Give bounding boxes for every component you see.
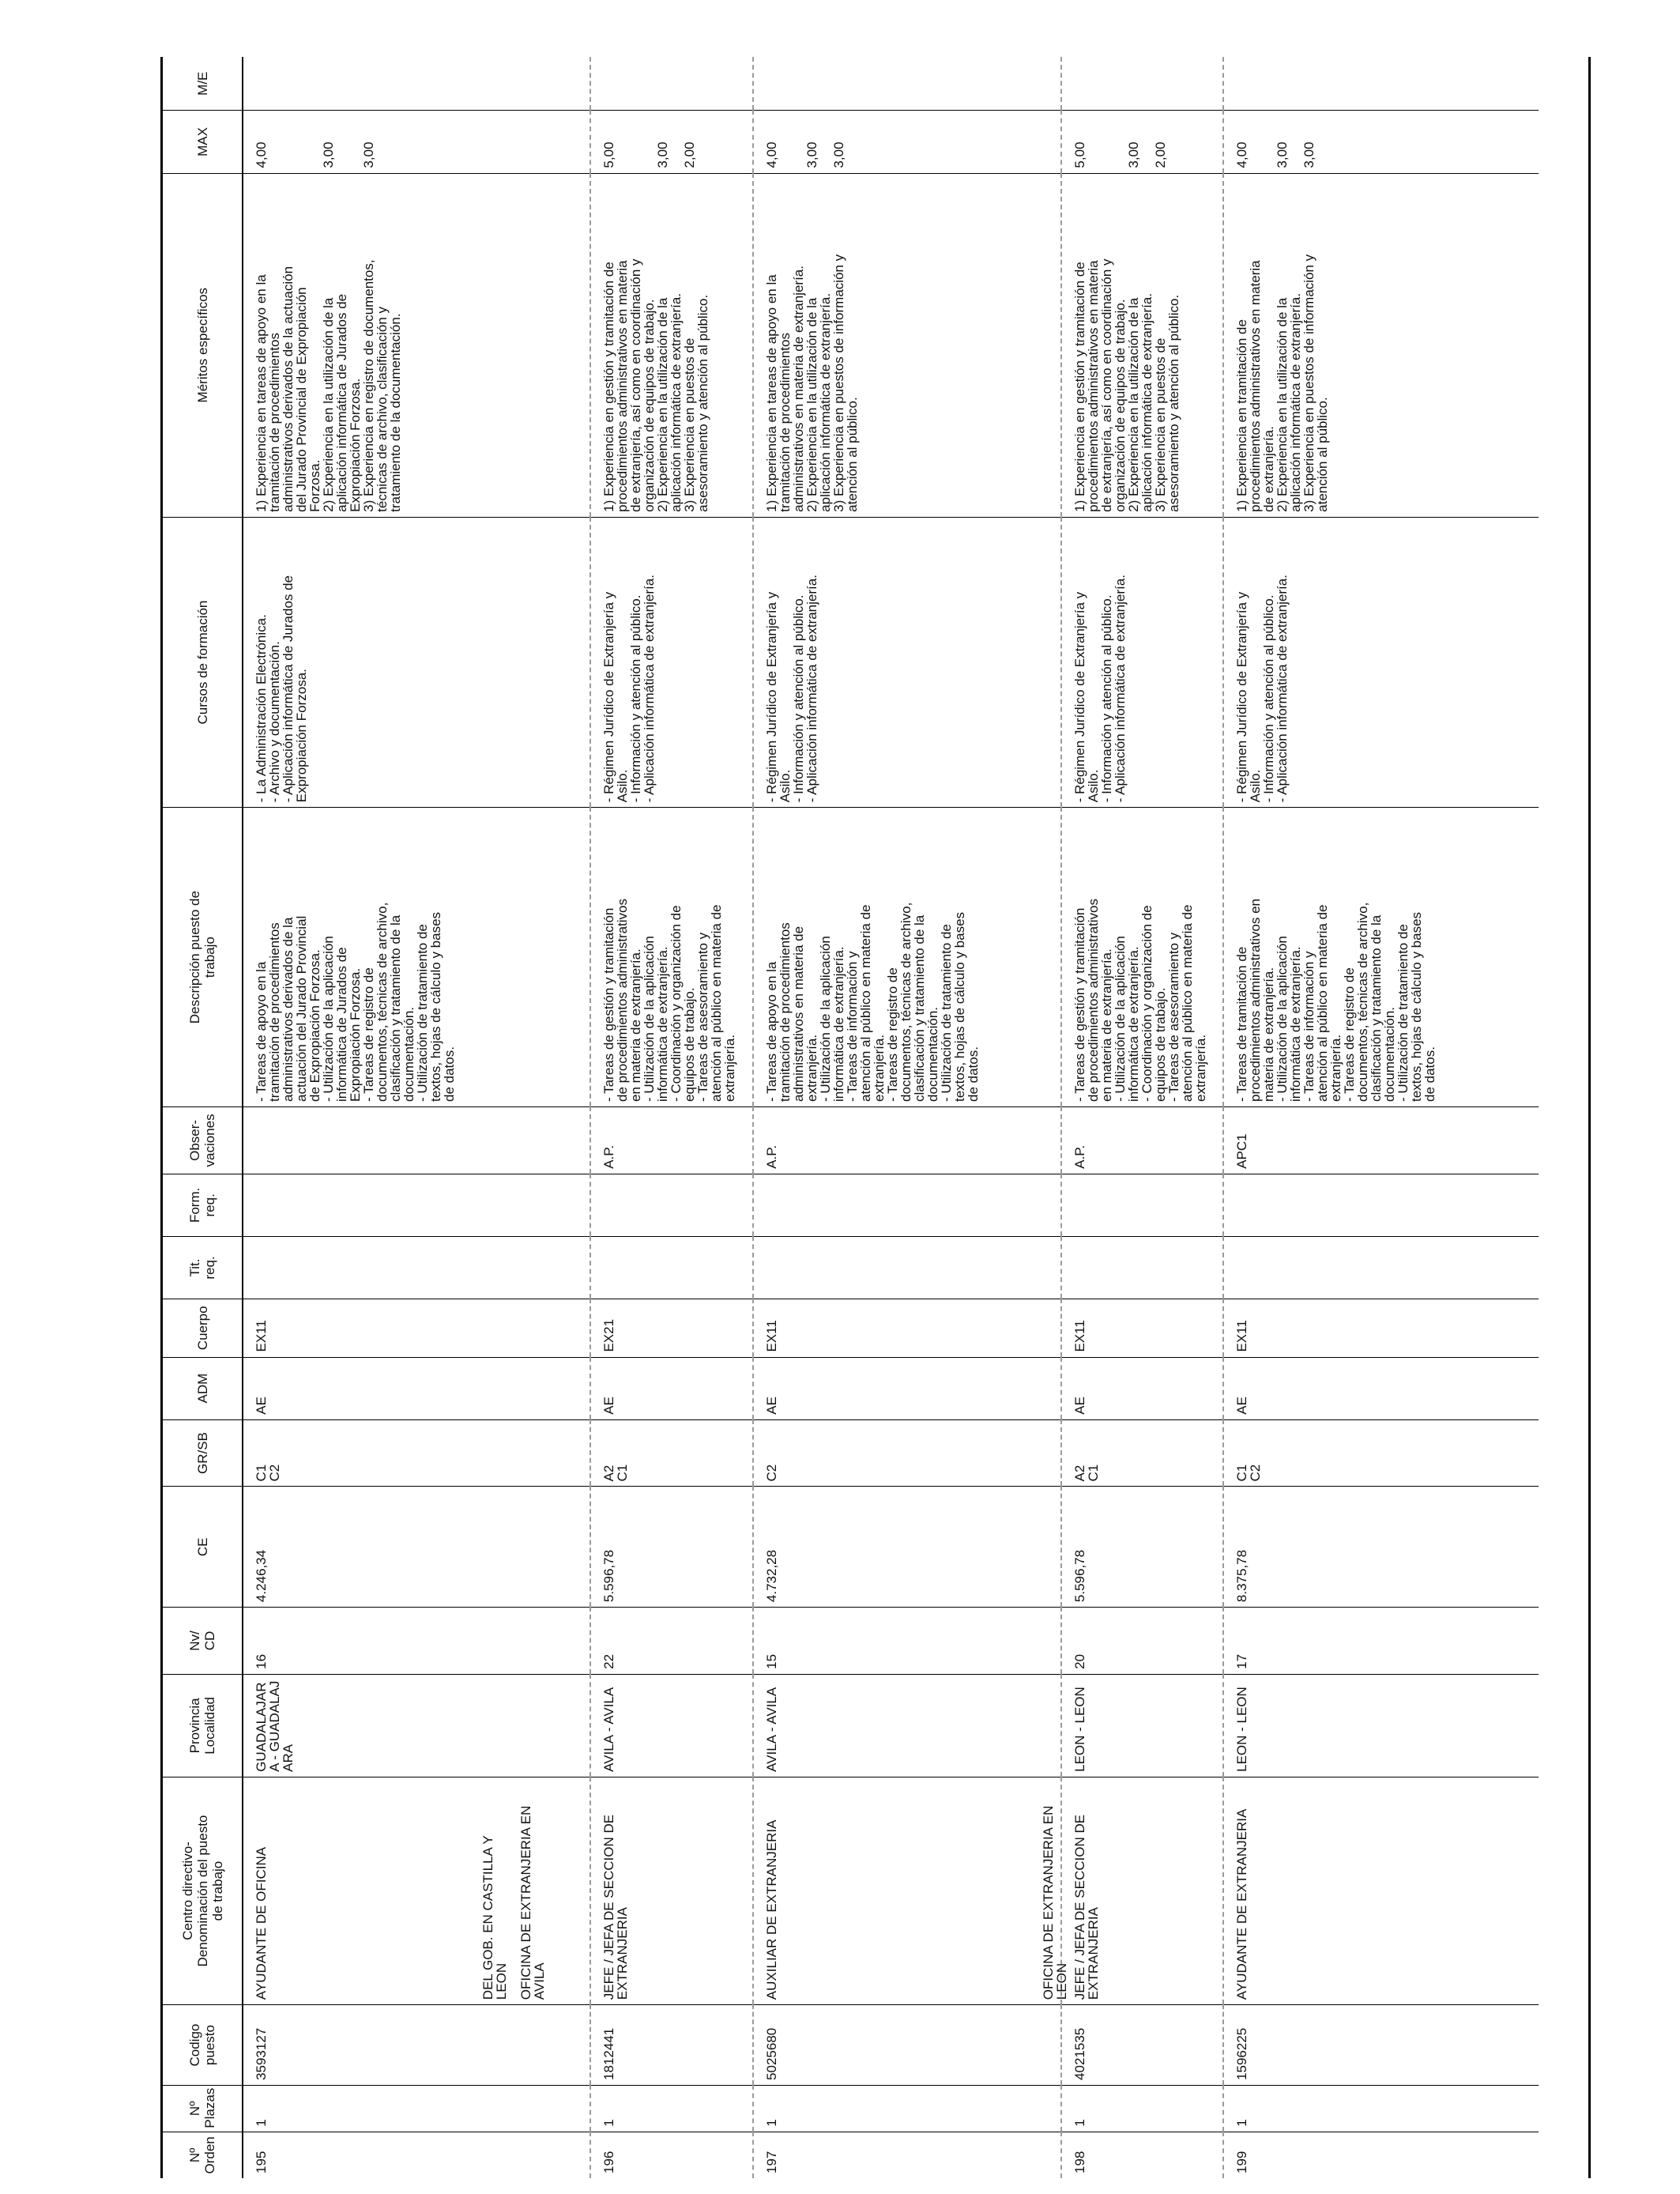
spacer: [1087, 115, 1127, 168]
table-row: [590, 57, 753, 2178]
max-3: 3,00: [361, 141, 376, 168]
max-1: 5,00: [601, 141, 616, 168]
spacer: [268, 1782, 481, 2000]
merit-3: 3) Experiencia en puestos de asesoramiento y atención al público.: [1153, 294, 1181, 512]
cell-tit: [1223, 1236, 1539, 1299]
cell-tit: [1061, 1236, 1223, 1299]
cell-plazas: 1: [753, 2085, 1061, 2132]
cell-plazas: 1: [1061, 2085, 1223, 2132]
cell-cuerpo: EX11: [1061, 1299, 1223, 1357]
merit-2: 2) Experiencia en la utilización de la aplicación informática de extranjería.: [1126, 292, 1155, 512]
max-3: 3,00: [1301, 141, 1317, 168]
cell-form: [243, 1174, 590, 1236]
cell-provincia: AVILA - AVILA: [753, 1674, 1061, 1777]
merit-1: 1) Experiencia en gestión y tramitación de procedimientos administrativos en materia de extranjería, así como en coordinación y organización de equipos de trabajo.: [601, 258, 657, 512]
cell-orden: 199: [1223, 2132, 1539, 2178]
cell-centro: JEFE / JEFA DE SECCION DE EXTRANJERIA: [590, 1777, 753, 2004]
cell-adm: AE: [243, 1357, 590, 1419]
header-row: [163, 57, 243, 2178]
header-nivel: Nv/ CD: [163, 1608, 243, 1675]
table-row: [1061, 57, 1223, 2178]
cell-grsb: C1 C2: [243, 1419, 590, 1487]
cell-orden: 195: [254, 2151, 269, 2173]
cell-cursos: - Régimen Jurídico de Extranjería y Asilo. - Información y atención al público. - Aplicación informática de extranjería.: [1223, 517, 1539, 807]
cell-tit: [753, 1236, 1061, 1299]
header-plazas: Nº Plazas: [163, 2085, 243, 2132]
header-descripcion: Descripción puesto de trabajo: [163, 808, 243, 1107]
cell-cursos: - Régimen Jurídico de Extranjería y Asilo. - Información y atención al público. - Aplicación informática de extranjería.: [590, 517, 753, 807]
cell-plazas: 1: [243, 2085, 590, 2132]
merit-1: 1) Experiencia en tareas de apoyo en la tramitación de procedimientos administrativos derivados de la actuación del Jurado Provincial de Expropiación Forzosa.: [254, 266, 322, 512]
cell-grsb: A2 C1: [590, 1419, 753, 1487]
cell-obs: APC1: [1223, 1107, 1539, 1174]
cell-max: [590, 111, 753, 173]
cell-centro: AYUDANTE DE EXTRANJERIA: [1223, 1777, 1539, 2004]
cell-descripcion: - Tareas de gestión y tramitación de procedimientos administrativos en materia de extranjería. - Utilización de la aplicación informática de extranjería. - Coordinación y organización de equipos de trabajo. - Tareas de asesoramiento y atención al público en materia de extranjería.: [590, 808, 753, 1107]
max-2: 3,00: [321, 141, 336, 168]
max-2: 3,00: [1126, 141, 1141, 168]
cell-orden: 196: [590, 2132, 753, 2178]
cell-descripcion: - Tareas de apoyo en la tramitación de procedimientos administrativos derivados de la actuación del Jurado Provincial de Expropiación Forzosa. - Utilización de la aplicación informática de Jurados de Expropiación Forzosa. - Tareas de registro de documentos, técnicas de archivo, clasificación y tratamiento de la documentación. - Utilización de tratamiento de textos, hojas de cálculo y bases de datos.: [243, 808, 590, 1107]
max-3: 2,00: [1153, 141, 1168, 168]
cell-codigo: 5025680: [753, 2005, 1061, 2086]
merit-2: 2) Experiencia en la utilización de la aplicación informática de extranjería.: [655, 292, 684, 512]
spacer: [1140, 115, 1154, 168]
cell-codigo: 4021535: [1061, 2005, 1223, 2086]
cell-max: [1061, 111, 1223, 173]
cell-codigo: 1596225: [1223, 2005, 1539, 2086]
max-1: 4,00: [1234, 141, 1249, 168]
cell-form: [753, 1174, 1061, 1236]
header-tit: Tit. req.: [163, 1236, 243, 1299]
max-1: 5,00: [1072, 141, 1087, 168]
header-orden: Nº Orden: [163, 2132, 243, 2178]
cell-form: [590, 1174, 753, 1236]
cell-ce: 5.596,78: [590, 1487, 753, 1608]
max-1: 4,00: [764, 141, 779, 168]
office-name: OFICINA DE EXTRANJERIA EN LEON: [1041, 1805, 1069, 2000]
cell-cursos: - Régimen Jurídico de Extranjería y Asilo. - Información y atención al público. - Aplicación informática de extranjería.: [1061, 517, 1223, 807]
cell-ce: 4.246,34: [243, 1487, 590, 1608]
cell-nivel: 22: [590, 1608, 753, 1675]
cell-tit: [590, 1236, 753, 1299]
cell-orden: 198: [1061, 2132, 1223, 2178]
cell-max: [1223, 111, 1539, 173]
spacer: [669, 115, 683, 168]
cell-centro: AUXILIAR DE EXTRANJERIA: [753, 1777, 1061, 2004]
header-obs: Obser- vaciones: [163, 1107, 243, 1174]
cell-plazas: 1: [1223, 2085, 1539, 2132]
merit-2: 2) Experiencia en la utilización de la aplicación informática de Jurados de Expropiación Forzosa.: [321, 293, 363, 512]
header-adm: ADM: [163, 1357, 243, 1419]
cell-cursos: - La Administración Electrónica. - Archivo y documentación. - Aplicación informática de Jurados de Expropiación Forzosa.: [243, 517, 590, 807]
cell-max: [753, 111, 1061, 173]
cell-meritos: [753, 173, 1061, 517]
cell-me: [243, 57, 590, 111]
header-cuerpo: Cuerpo: [163, 1299, 243, 1357]
spacer: [335, 115, 362, 168]
table-row: [753, 57, 1061, 2178]
cell-cursos: - Régimen Jurídico de Extranjería y Asilo. - Información y atención al público. - Aplicación informática de extranjería.: [753, 517, 1061, 807]
header-max: MAX: [163, 111, 243, 173]
job-positions-table-sheet: [160, 57, 1591, 2178]
cell-meritos: [1223, 173, 1539, 517]
cell-descripcion: - Tareas de tramitación de procedimientos administrativos en materia de extranjería. - Utilización de la aplicación informática de extranjería. - Tareas de información y atención al público en materia de extranjería. - Tareas de registro de documentos, técnicas de archivo, clasificación y tratamiento de la documentación. - Utilización de tratamiento de textos, hojas de cálculo y bases de datos.: [1223, 808, 1539, 1107]
table-row: [1223, 57, 1539, 2178]
merit-2: 2) Experiencia en la utilización de la aplicación informática de extranjería.: [1275, 292, 1303, 512]
header-ce: CE: [163, 1487, 243, 1608]
cell-cuerpo: EX11: [1223, 1299, 1539, 1357]
cell-grsb: C1 C2: [1223, 1419, 1539, 1487]
merit-3: 3) Experiencia en puestos de información y atención al público.: [831, 254, 860, 512]
header-provincia: Provincia Localidad: [163, 1674, 243, 1777]
spacer: [1249, 115, 1275, 168]
cell-adm: AE: [753, 1357, 1061, 1419]
cell-form: [1223, 1174, 1539, 1236]
max-2: 3,00: [804, 141, 819, 168]
merit-3: 3) Experiencia en registro de documentos, técnicas de archivo, clasificación y tratamiento de la documentación.: [361, 259, 403, 512]
cell-obs: A.P.: [753, 1107, 1061, 1174]
max-3: 2,00: [682, 141, 697, 168]
spacer: [508, 1782, 519, 2000]
header-codigo: Codigo puesto: [163, 2005, 243, 2086]
job-positions-table: [163, 57, 1539, 2178]
max-1: 4,00: [254, 141, 269, 168]
header-me: M/E: [163, 57, 243, 111]
cell-adm: AE: [1061, 1357, 1223, 1419]
cell-obs: A.P.: [1061, 1107, 1223, 1174]
cell-grsb: C2: [753, 1419, 1061, 1487]
merit-2: 2) Experiencia en la utilización de la aplicación informática de extranjería.: [804, 292, 833, 512]
cell-descripcion: - Tareas de gestión y tramitación de procedimientos administrativos en materia de extranjería. - Utilización de la aplicación informática de extranjería. - Coordinación y organización de equipos de trabajo. - Tareas de asesoramiento y atención al público en materia de extranjería.: [1061, 808, 1223, 1107]
cell-adm: AE: [1223, 1357, 1539, 1419]
header-form: Form. req.: [163, 1174, 243, 1236]
cell-form: [1061, 1174, 1223, 1236]
center-name: DEL GOB. EN CASTILLA Y LEON: [480, 1835, 509, 2000]
cell-max: [243, 111, 590, 173]
cell-plazas: 1: [590, 2085, 753, 2132]
spacer: [819, 115, 832, 168]
max-2: 3,00: [655, 141, 670, 168]
cell-cuerpo: EX21: [590, 1299, 753, 1357]
cell-tit: [243, 1236, 590, 1299]
cell-grsb: A2 C1: [1061, 1419, 1223, 1487]
cell-orden: 197: [753, 2132, 1061, 2178]
cell-provincia: LEON - LEON: [1223, 1674, 1539, 1777]
merit-1: 1) Experiencia en gestión y tramitación de procedimientos administrativos en materia de extranjería, así como en coordinación y organización de equipos de trabajo.: [1072, 258, 1128, 512]
cell-adm: AE: [590, 1357, 753, 1419]
cell-provincia: LEON - LEON: [1061, 1674, 1223, 1777]
cell-meritos: [243, 173, 590, 517]
merit-3: 3) Experiencia en puestos de asesoramiento y atención al público.: [682, 294, 710, 512]
cell-me: [1061, 57, 1223, 111]
position-title: JEFE / JEFA DE SECCION DE EXTRANJERIA: [1072, 1814, 1101, 2000]
cell-centro: [1041, 1777, 1223, 2004]
cell-obs: A.P.: [590, 1107, 753, 1174]
cell-me: [753, 57, 1061, 111]
spacer: [778, 115, 805, 168]
cell-provincia: GUADALAJAR A - GUADALAJ ARA: [243, 1674, 590, 1777]
merit-1: 1) Experiencia en tareas de apoyo en la tramitación de procedimientos administrativos en materia de extranjería.: [764, 266, 806, 512]
cell-me: [1223, 57, 1539, 111]
cell-nivel: 20: [1061, 1608, 1223, 1675]
max-3: 3,00: [831, 141, 846, 168]
cell-meritos: [590, 173, 753, 517]
merit-3: 3) Experiencia en puestos de información y atención al público.: [1301, 254, 1330, 512]
cell-ce: 5.596,78: [1061, 1487, 1223, 1608]
cell-nivel: 15: [753, 1608, 1061, 1675]
cell-nivel: 16: [243, 1608, 590, 1675]
office-name: OFICINA DE EXTRANJERIA EN AVILA: [518, 1805, 547, 2000]
table-row: [243, 57, 590, 2178]
cell-codigo: 3593127: [243, 2005, 590, 2086]
header-grsb: GR/SB: [163, 1419, 243, 1487]
cell-obs: [243, 1107, 590, 1174]
cell-cuerpo: EX11: [243, 1299, 590, 1357]
max-2: 3,00: [1275, 141, 1290, 168]
cell-nivel: 17: [1223, 1608, 1539, 1675]
cell-provincia: AVILA - AVILA: [590, 1674, 753, 1777]
cell-me: [590, 57, 753, 111]
spacer: [616, 115, 656, 168]
header-meritos: Méritos específicos: [163, 173, 243, 517]
cell-meritos: [1061, 173, 1223, 517]
cell-descripcion: - Tareas de apoyo en la tramitación de procedimientos administrativos en materia de extranjería. - Utilización de la aplicación informática de extranjería. - Tareas de información y atención al público en materia de extranjería. - Tareas de registro de documentos, técnicas de archivo, clasificación y tratamiento de la documentación. - Utilización de tratamiento de textos, hojas de cálculo y bases de datos.: [753, 808, 1061, 1107]
cell-centro: [243, 1777, 590, 2004]
header-centro: Centro directivo- Denominación del puesto de trabajo: [163, 1777, 243, 2004]
spacer: [268, 115, 322, 168]
cell-ce: 8.375,78: [1223, 1487, 1539, 1608]
cell-codigo: 1812441: [590, 2005, 753, 2086]
cell-ce: 4.732,28: [753, 1487, 1061, 1608]
position-title: AYUDANTE DE OFICINA: [254, 1846, 269, 2000]
spacer: [1289, 115, 1302, 168]
cell-cuerpo: EX11: [753, 1299, 1061, 1357]
header-cursos: Cursos de formación: [163, 517, 243, 807]
merit-1: 1) Experiencia en tramitación de procedimientos administrativos en materia de extranjería.: [1234, 260, 1276, 512]
